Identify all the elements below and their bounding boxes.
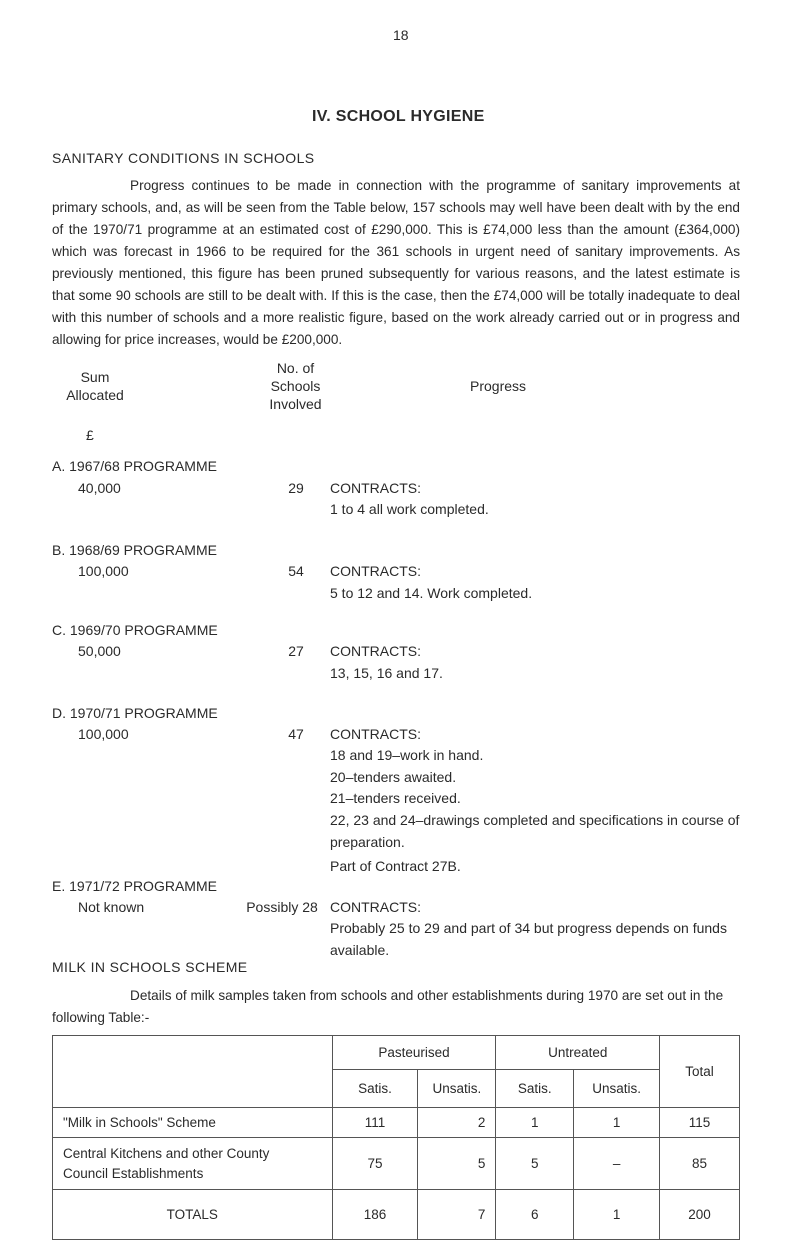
sanitary-heading: SANITARY CONDITIONS IN SCHOOLS [52,150,315,166]
milk-heading: MILK IN SCHOOLS SCHEME [52,959,248,975]
col-header-schools-line1: No. of [276,360,315,376]
programme-contracts: CONTRACTS: [330,563,421,579]
programme-schools: 27 [288,643,304,659]
programme-detail: 21–tenders received. [330,790,461,806]
programme-schools: 47 [288,726,304,742]
totals-label: TOTALS [53,1190,333,1240]
programme-sum: 50,000 [78,643,121,659]
programme-e [0,878,800,958]
programme-schools: 54 [288,563,304,579]
programme-label: E. 1971/72 PROGRAMME [52,878,217,894]
table-corner [53,1036,333,1108]
programme-c [0,622,800,692]
page-number: 18 [393,27,409,43]
programme-detail: 1 to 4 all work completed. [330,501,489,517]
cell-p-satis: 186 [332,1190,418,1240]
programme-label: B. 1968/69 PROGRAMME [52,542,217,558]
header-total: Total [660,1036,740,1108]
programme-contracts: CONTRACTS: [330,643,421,659]
programme-label: C. 1969/70 PROGRAMME [52,622,218,638]
cell-total: 85 [660,1138,740,1190]
programme-detail: 5 to 12 and 14. Work completed. [330,585,533,601]
table-row [53,1138,740,1190]
cell-p-unsatis: 5 [418,1138,496,1190]
programme-a [0,458,800,528]
programme-detail: 20–tenders awaited. [330,769,457,785]
programme-detail: 22, 23 and 24–drawings completed and specifications in course of preparation. [330,812,740,850]
cell-p-satis: 75 [332,1138,418,1190]
programme-sum: 40,000 [78,480,121,496]
currency-symbol: £ [86,427,94,443]
programme-d [0,705,800,874]
programme-contracts: CONTRACTS: [330,480,421,496]
col-header-schools [248,359,343,413]
col-header-schools-line3: Involved [269,396,322,412]
cell-p-unsatis: 7 [418,1190,496,1240]
cell-total: 200 [660,1190,740,1240]
col-header-sum-line2: Allocated [66,387,124,403]
header-pasteurised-unsatis: Unsatis. [418,1070,496,1108]
cell-p-unsatis: 2 [418,1108,496,1138]
cell-u-unsatis: – [574,1138,660,1190]
col-header-sum [50,368,140,404]
header-untreated-satis: Satis. [496,1070,574,1108]
cell-p-satis: 111 [332,1108,418,1138]
header-pasteurised: Pasteurised [332,1036,496,1070]
milk-intro: Details of milk samples taken from schools and other establishments during 1970 are set out in the following Table:- [52,988,724,1025]
programme-detail: Probably 25 to 29 and part of 34 but progress depends on funds available. [330,920,727,958]
programme-sum: Not known [78,899,145,915]
cell-total: 115 [660,1108,740,1138]
programme-contracts: CONTRACTS: [330,726,421,742]
cell-u-unsatis: 1 [574,1190,660,1240]
programme-contracts: CONTRACTS: [330,899,421,915]
cell-u-satis: 5 [496,1138,574,1190]
programme-schools: 29 [288,480,304,496]
programme-schools: Possibly 28 [246,899,318,915]
cell-u-unsatis: 1 [574,1108,660,1138]
table-totals-row [53,1190,740,1240]
section-title: IV. SCHOOL HYGIENE [312,108,485,125]
cell-u-satis: 6 [496,1190,574,1240]
programme-detail: 13, 15, 16 and 17. [330,665,443,681]
col-header-sum-line1: Sum [80,369,110,385]
row-label: "Milk in Schools" Scheme [53,1108,333,1138]
programme-detail: Part of Contract 27B. [330,858,461,874]
header-untreated: Untreated [496,1036,660,1070]
col-header-progress: Progress [470,378,527,394]
programme-sum: 100,000 [78,563,129,579]
programme-sum: 100,000 [78,726,129,742]
header-untreated-unsatis: Unsatis. [574,1070,660,1108]
table-row [53,1108,740,1138]
programme-detail: 18 and 19–work in hand. [330,747,484,763]
header-pasteurised-satis: Satis. [332,1070,418,1108]
sanitary-intro: Progress continues to be made in connection with the programme of sanitary improvements at primary schools, and, as will be seen from the Table below, 157 schools may well have been dealt with by the end of the 1970/71 programme at an estimated cost of £290,000. This is £74,000 less than the amount (£364,000) which was forecast in 1966 to be required for the 361 schools in urgent need of sanitary improvements. As previously mentioned, this figure has been pruned subsequently for various reasons, and the latest estimate is that some 90 schools are still to be dealt with. If this is the case, then the £74,000 will be totally inadequate to deal with this number of schools and a more realistic figure, based on the work already carried out or in progress and allowing for price increases, would be £200,000. [52,178,740,347]
cell-u-satis: 1 [496,1108,574,1138]
programme-b [0,542,800,612]
programme-label: D. 1970/71 PROGRAMME [52,705,218,721]
milk-samples-table [52,1035,740,1240]
row-label: Central Kitchens and other County Council Establishments [53,1138,333,1190]
programme-label: A. 1967/68 PROGRAMME [52,458,217,474]
col-header-schools-line2: Schools [270,378,321,394]
